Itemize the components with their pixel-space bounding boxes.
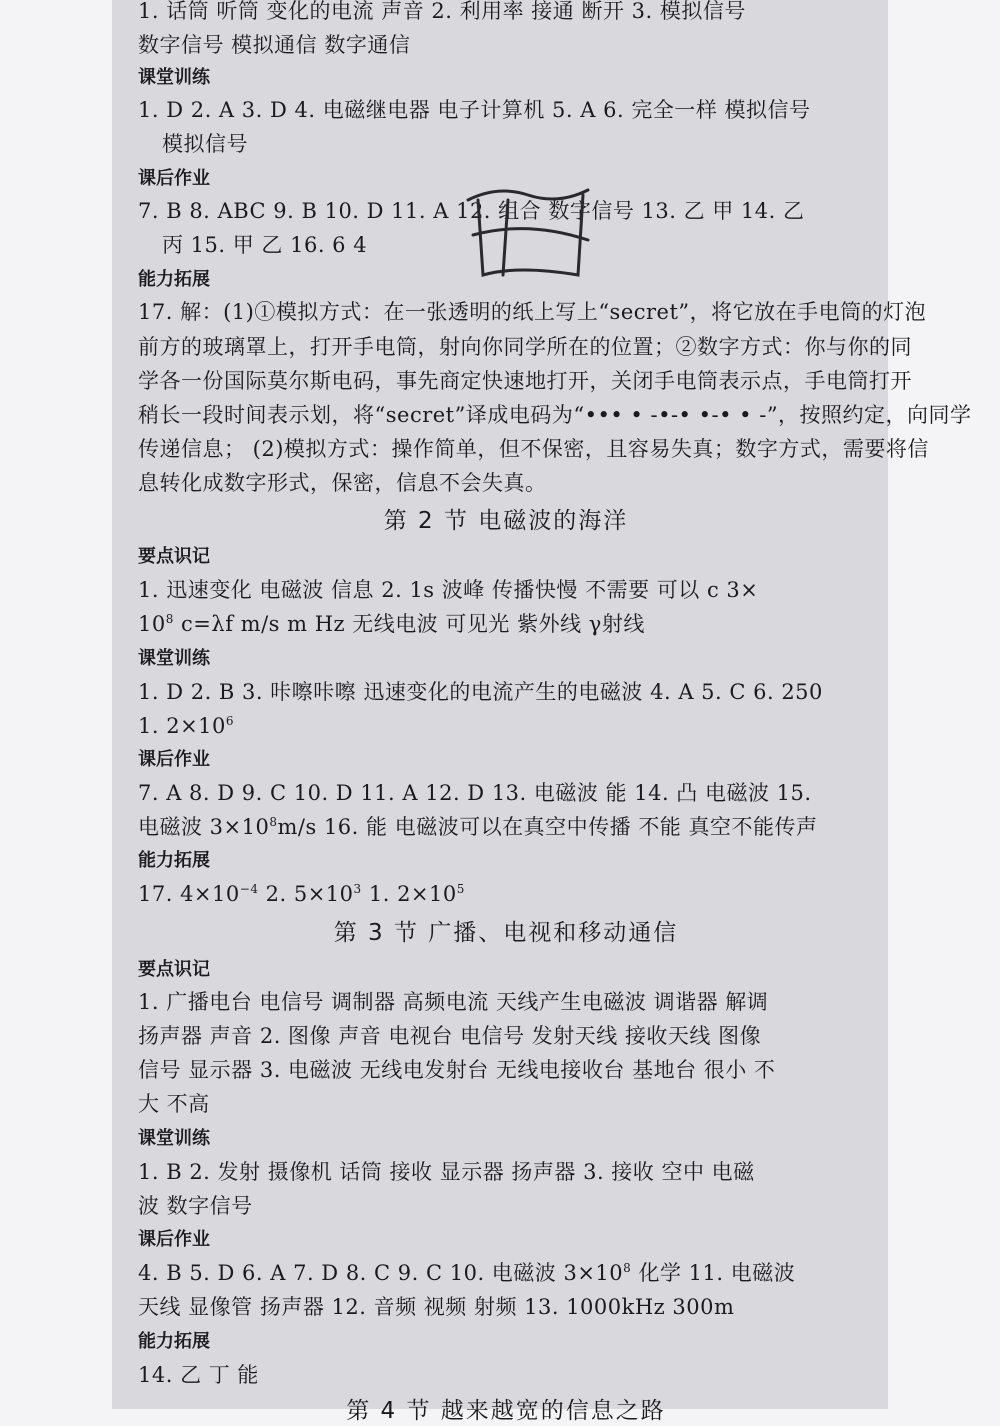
superscript: 8 bbox=[165, 612, 174, 626]
text-line: 7. B 8. ABC 9. B 10. D 11. A 12. 组合 数字信号 13. 乙 甲 14. 乙 bbox=[138, 199, 805, 223]
text-line bbox=[138, 611, 874, 637]
section-label-ketang: 课堂训练 bbox=[138, 67, 210, 88]
text-line: 学各一份国际莫尔斯电码，事先商定快速地打开，关闭手电筒表示点，手电筒打开 bbox=[138, 369, 912, 393]
text-fragment: 化学 11. 电磁波 bbox=[631, 1261, 796, 1285]
text-line: 1. D 2. A 3. D 4. 电磁继电器 电子计算机 5. A 6. 完全一样 模拟信号 bbox=[138, 98, 811, 122]
text-fragment: 2. 5×10 bbox=[258, 882, 354, 906]
text-fragment: c=λf m/s m Hz 无线电波 可见光 紫外线 γ射线 bbox=[173, 612, 645, 636]
text-line: 7. A 8. D 9. C 10. D 11. A 12. D 13. 电磁波 能 14. 凸 电磁波 15. bbox=[138, 781, 812, 805]
text-line: 1. 话筒 听筒 变化的电流 声音 2. 利用率 接通 断开 3. 模拟信号 bbox=[138, 0, 746, 23]
text-line: 天线 显像管 扬声器 12. 音频 视频 射频 13. 1000kHz 300m bbox=[138, 1295, 735, 1319]
text-line: 1. B 2. 发射 摄像机 话筒 接收 显示器 扬声器 3. 接收 空中 电磁 bbox=[138, 1160, 755, 1184]
text-line: 波 数字信号 bbox=[138, 1194, 253, 1218]
text-line bbox=[138, 814, 874, 840]
text-line: 前方的玻璃罩上，打开手电筒，射向你同学所在的位置；②数字方式：你与你的同 bbox=[138, 335, 912, 359]
section-label-nengli: 能力拓展 bbox=[138, 269, 210, 290]
text-line: 1. 广播电台 电信号 调制器 高频电流 天线产生电磁波 调谐器 解调 bbox=[138, 990, 769, 1014]
section-label-nengli: 能力拓展 bbox=[138, 850, 210, 871]
section-title-2: 第 2 节 电磁波的海洋 bbox=[383, 508, 629, 534]
superscript: 8 bbox=[269, 815, 278, 829]
text-line: 丙 15. 甲 乙 16. 6 4 bbox=[162, 233, 368, 257]
text-fragment: m/s 16. 能 电磁波可以在真空中传播 不能 真空不能传声 bbox=[277, 815, 818, 839]
superscript: 8 bbox=[623, 1261, 632, 1275]
text-line bbox=[138, 881, 874, 907]
section-label-nengli: 能力拓展 bbox=[138, 1331, 210, 1352]
text-fragment: 4. B 5. D 6. A 7. D 8. C 9. C 10. 电磁波 3×10 bbox=[138, 1261, 624, 1285]
text-line bbox=[138, 1260, 874, 1286]
text-fragment: 10 bbox=[138, 612, 166, 636]
text-line: 17. 解：(1)①模拟方式：在一张透明的纸上写上“secret”，将它放在手电筒的灯泡 bbox=[138, 300, 927, 324]
text-line: 稍长一段时间表示划，将“secret”译成电码为“••• • -•-• •-• • -”，按照约定，向同学 bbox=[138, 403, 972, 427]
text-line: 扬声器 声音 2. 图像 声音 电视台 电信号 发射天线 接收天线 图像 bbox=[138, 1024, 762, 1048]
text-fragment: 17. 4×10 bbox=[138, 882, 240, 906]
section-title-4: 第 4 节 越来越宽的信息之路 bbox=[346, 1398, 666, 1424]
superscript: 6 bbox=[225, 714, 235, 728]
text-fragment: 电磁波 3×10 bbox=[138, 815, 270, 839]
text-line: 数字信号 模拟通信 数字通信 bbox=[138, 33, 411, 57]
answer-page bbox=[112, 0, 972, 1424]
text-line bbox=[138, 713, 874, 739]
text-line: 1. 迅速变化 电磁波 信息 2. 1s 波峰 传播快慢 不需要 可以 c 3× bbox=[138, 578, 759, 602]
text-line: 传递信息； (2)模拟方式：操作简单，但不保密，且容易失真；数字方式，需要将信 bbox=[138, 437, 929, 461]
text-line: 14. 乙 丁 能 bbox=[138, 1363, 259, 1387]
section-label-ketang: 课堂训练 bbox=[138, 1128, 210, 1149]
section-label-kehou: 课后作业 bbox=[138, 168, 210, 189]
handwritten-stamp-icon bbox=[458, 180, 598, 290]
section-label-yaodian: 要点识记 bbox=[138, 959, 210, 980]
text-line: 1. D 2. B 3. 咔嚓咔嚓 迅速变化的电流产生的电磁波 4. A 5. C 6. 250 bbox=[138, 680, 823, 704]
text-line: 大 不高 bbox=[138, 1092, 210, 1116]
text-line: 信号 显示器 3. 电磁波 无线电发射台 无线电接收台 基地台 很小 不 bbox=[138, 1058, 776, 1082]
superscript: −4 bbox=[239, 882, 259, 896]
section-label-kehou: 课后作业 bbox=[138, 1229, 210, 1250]
text-line: 息转化成数字形式，保密，信息不会失真。 bbox=[138, 471, 547, 495]
superscript: 3 bbox=[353, 882, 362, 896]
section-label-ketang: 课堂训练 bbox=[138, 648, 210, 669]
superscript: 5 bbox=[456, 882, 465, 896]
section-label-kehou: 课后作业 bbox=[138, 749, 210, 770]
section-title-3: 第 3 节 广播、电视和移动通信 bbox=[333, 920, 679, 946]
text-fragment: 1. 2×10 bbox=[138, 714, 226, 738]
section-label-yaodian: 要点识记 bbox=[138, 546, 210, 567]
text-fragment: 1. 2×10 bbox=[361, 882, 457, 906]
text-line: 模拟信号 bbox=[162, 132, 248, 156]
